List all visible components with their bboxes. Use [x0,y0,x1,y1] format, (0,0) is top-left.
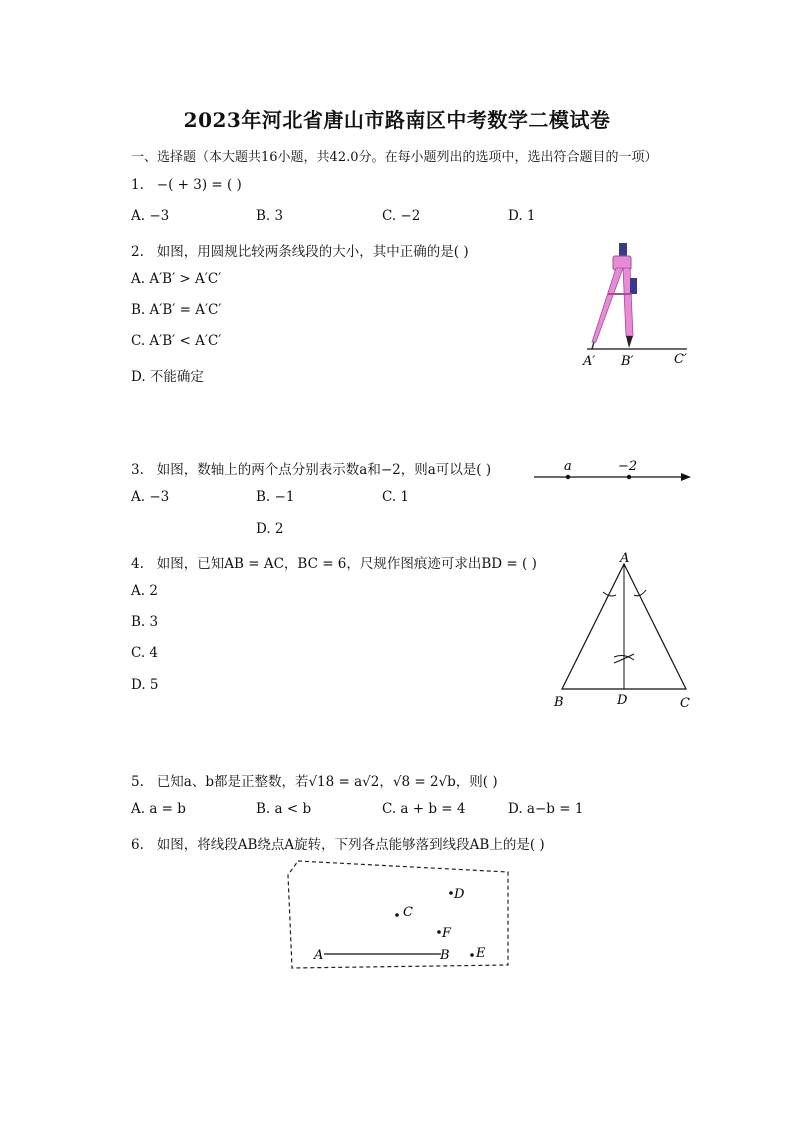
option-a: A. A′B′ > A′C′ [131,271,222,287]
option-b: B. a < b [256,801,312,817]
question-2 [131,240,469,260]
label-a: a [564,459,572,474]
question-6 [131,833,545,853]
question-stem: 如图，用圆规比较两条线段的大小，其中正确的是( ) [156,244,469,260]
option-c: C. a + b = 4 [382,801,466,817]
number-line-arrow [681,473,691,481]
question-4 [131,552,537,572]
point-f [437,930,441,934]
label-c: C [680,696,690,711]
option-b: B. 3 [131,614,159,630]
label-a: A [314,948,324,963]
question-1 [131,177,242,193]
label-d: D [454,887,465,902]
option-a: A. 2 [131,583,158,599]
option-d: D. 1 [508,208,536,224]
label-d: D [617,693,628,708]
question-3 [131,458,491,478]
question-number: 6. [131,837,144,853]
compass-pencil-holder [630,278,637,294]
label-c-prime: C′ [674,352,687,367]
arc-mark-right [634,590,646,596]
label-b-prime: B′ [621,354,634,369]
label-b: B [554,695,564,710]
option-a: A. a = b [131,801,186,817]
label-c: C [403,905,413,920]
page-title: 2023年河北省唐山市路南区中考数学二模试卷 [183,108,611,132]
point-c [395,913,399,917]
question-number: 5. [131,774,144,790]
question-number: 3. [131,462,144,478]
option-a: A. −3 [131,489,170,505]
compass-needle [592,342,594,349]
option-b: B. −1 [256,489,295,505]
option-c: C. A′B′ < A′C′ [131,333,222,349]
question-stem: 如图，将线段AB绕点A旋转，下列各点能够落到线段AB上的是( ) [156,837,545,853]
option-d: D. 5 [131,677,159,693]
option-c: C. 4 [131,645,159,661]
option-b: B. 3 [256,208,284,224]
label-a-prime: A′ [583,354,596,369]
point-a [566,475,570,479]
label-a: A [620,551,630,566]
question-number: 2. [131,244,144,260]
compass-handle [619,243,627,257]
compass-pencil-tip [626,336,633,348]
question-stem: 如图，数轴上的两个点分别表示数a和−2，则a可以是( ) [156,462,492,478]
label-neg2: −2 [618,459,638,474]
question-stem: −( + 3) = ( ) [156,177,242,193]
question-number: 4. [131,556,144,572]
question-5 [131,770,498,790]
point-e [470,953,474,957]
number-line-figure [530,455,695,487]
question-stem: 如图，已知AB = AC，BC = 6，尺规作图痕迹可求出BD = ( ) [156,556,537,572]
option-d: D. 2 [256,521,284,537]
section-heading: 一、选择题（本大题共16小题，共42.0分。在每小题列出的选项中，选出符合题目的一项） [131,150,658,165]
option-b: B. A′B′ = A′C′ [131,302,222,318]
compass-figure [575,238,700,373]
option-d: D. 不能确定 [131,369,204,385]
option-c: C. 1 [382,489,410,505]
option-a: A. −3 [131,208,170,224]
label-e: E [476,946,486,961]
point-d [449,891,453,895]
option-d: D. a−b = 1 [508,801,584,817]
option-c: C. −2 [382,208,421,224]
point-neg2 [627,475,631,479]
label-b: B [440,948,450,963]
compass-left-leg [592,268,623,342]
rotation-figure [280,855,515,980]
question-stem: 已知a、b都是正整数，若√18 = a√2，√8 = 2√b，则( ) [156,774,498,790]
label-f: F [442,926,452,941]
question-number: 1. [131,177,144,193]
triangle-figure [548,550,698,715]
